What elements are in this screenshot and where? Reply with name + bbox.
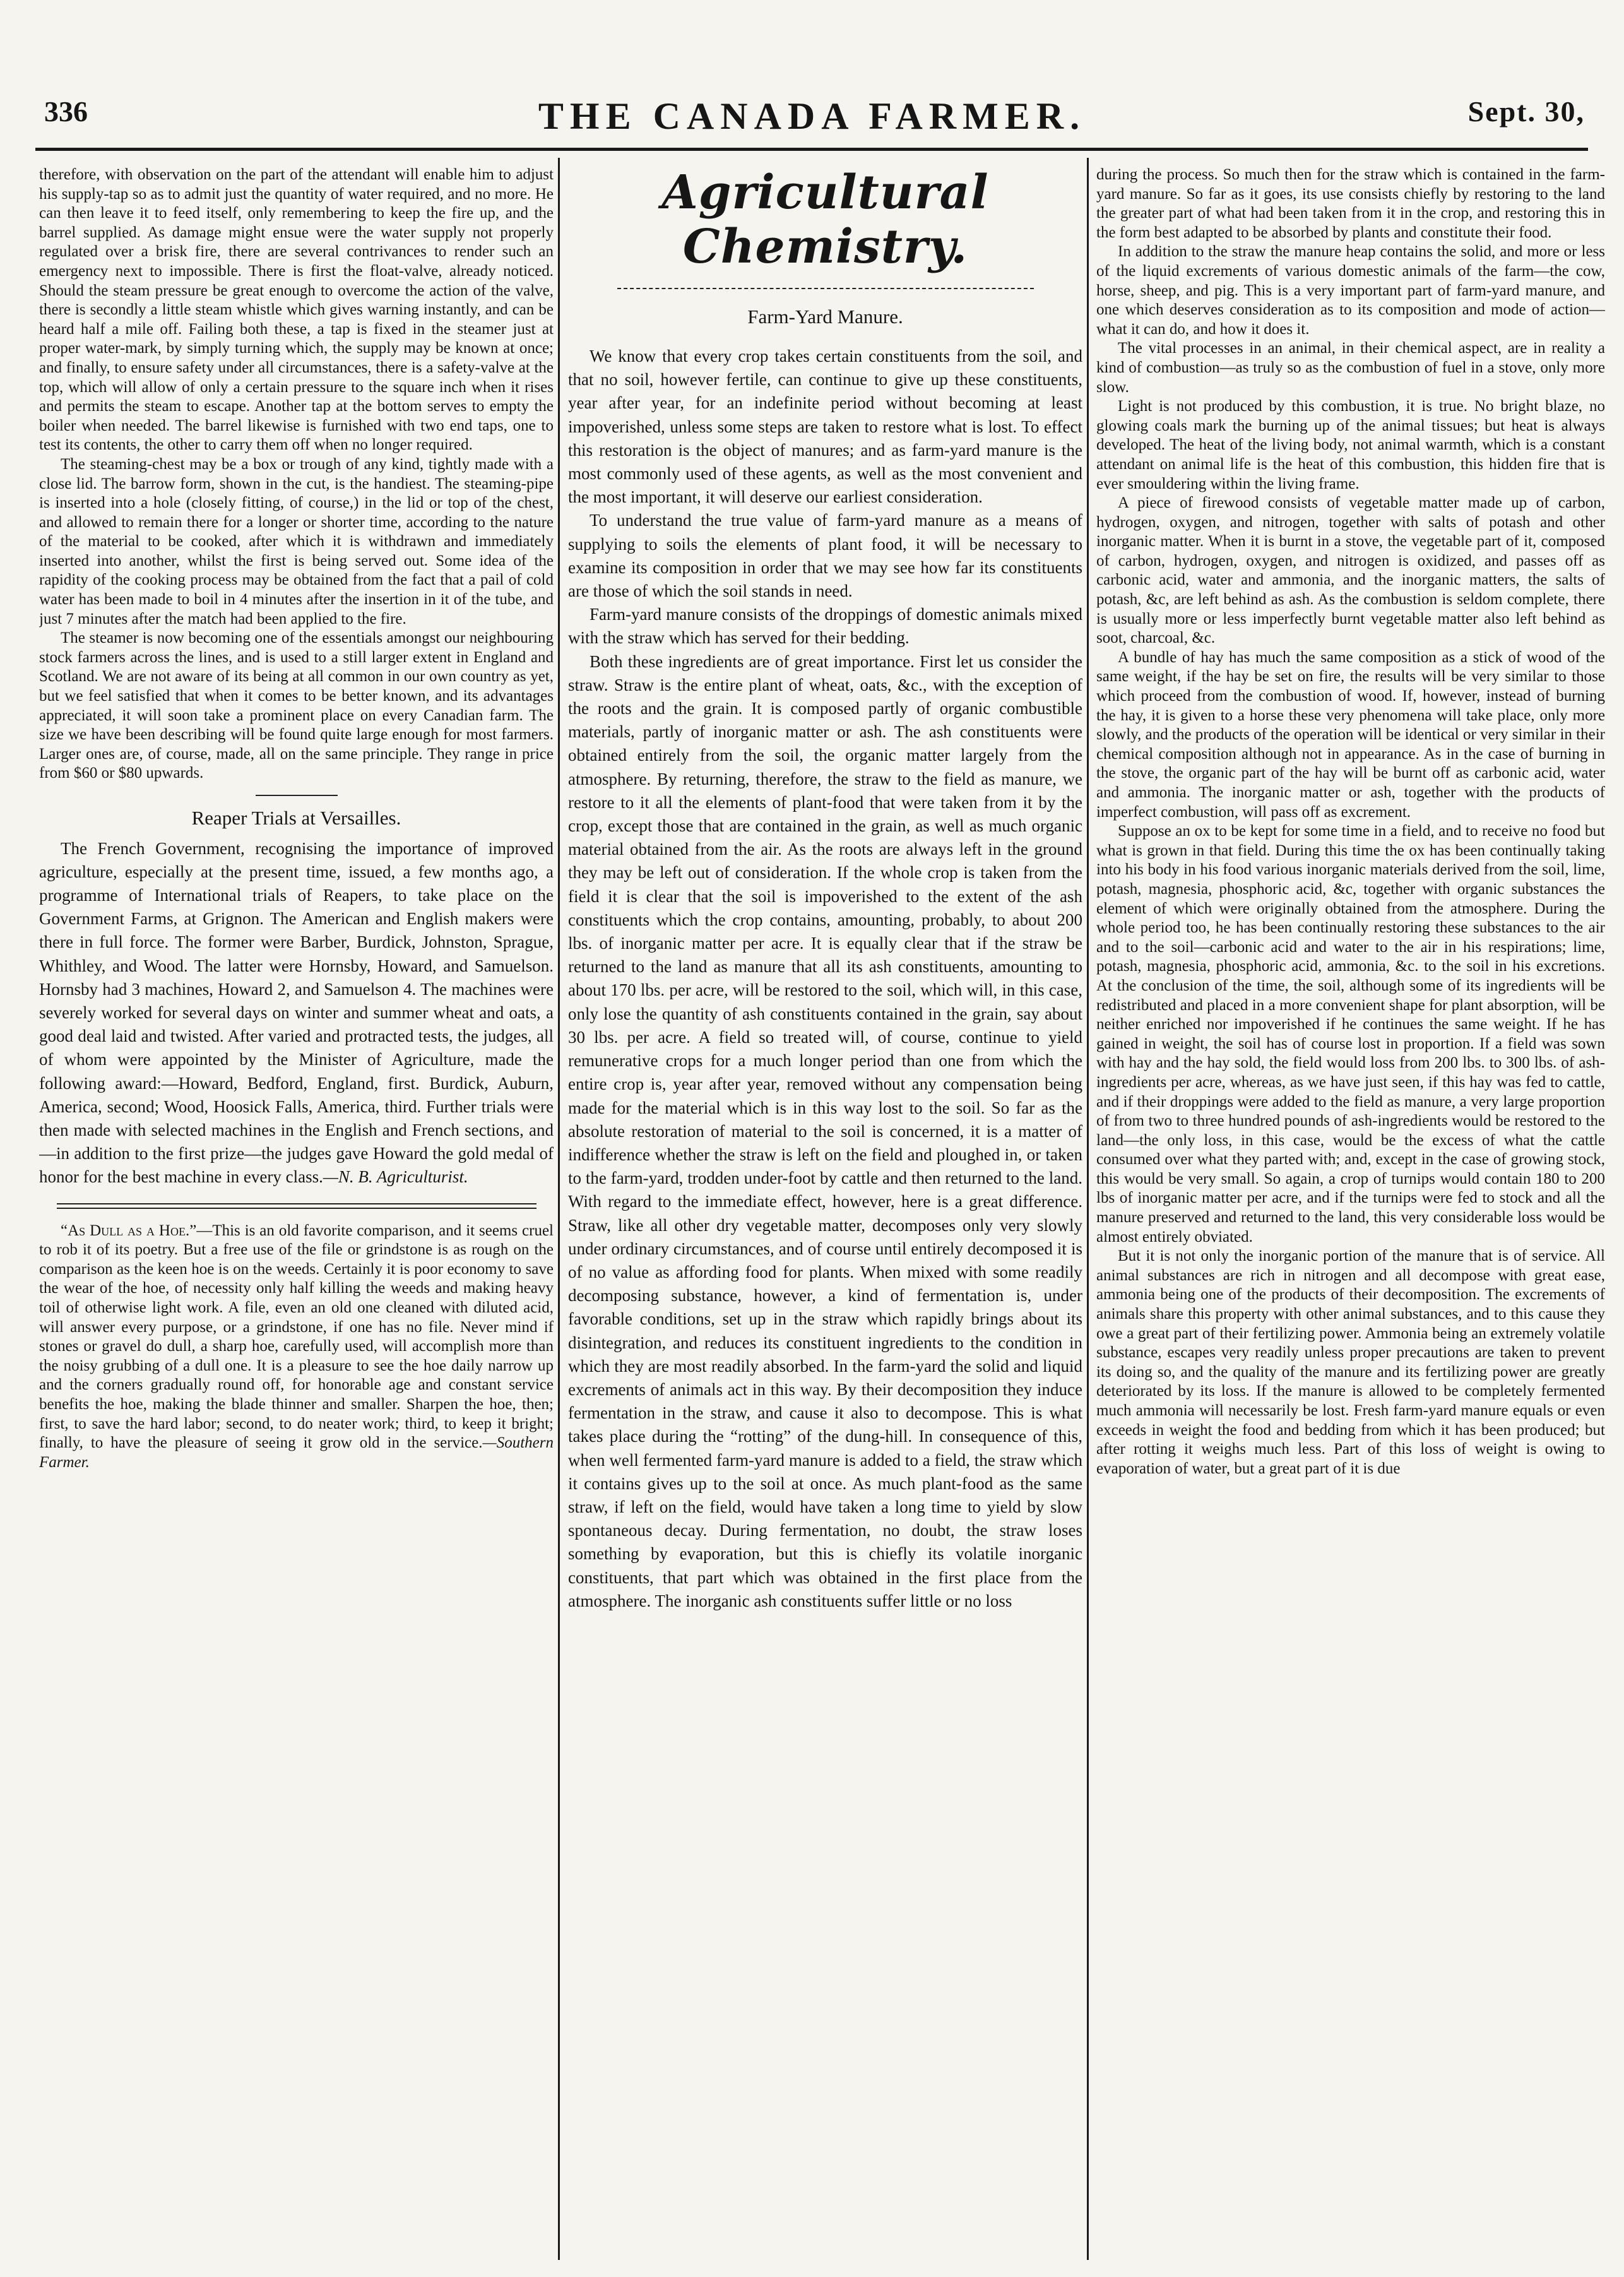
department-heading: Agricultural Chemistry. <box>661 165 989 274</box>
manure-paragraph-7: The vital processes in an animal, in their chemical aspect, are in reality a kind of combustion—as truly so as the combustion of fuel in a stove, only more slow. <box>1096 340 1605 396</box>
reaper-credit: —N. B. Agriculturist. <box>323 1167 468 1187</box>
masthead-title: THE CANADA FARMER. <box>538 95 1086 137</box>
column-1 <box>39 165 554 2264</box>
manure-paragraph-1: We know that every crop takes certain constituents from the soil, and that no soil, however fertile, can continue to give up these constituents, year after year, for an indefinite period without becoming at least impoverished, unless some steps are taken to restore what is lost. To effect this restoration is the object of manures; and as farm-yard manure is the most commonly used of these agents, as well as the most convenient and the most important, it will deserve our earliest consideration. <box>568 347 1082 507</box>
steamer-paragraph-3: The steamer is now becoming one of the essentials amongst our neighbouring stock farmers across the lines, and is used to a still larger extent in England and Scotland. We are not aware of its being at all common in our own country as yet, but we feel satisfied that when it comes to be better known, and its advantages appreciated, it will soon take a prominent place on every Canadian farm. The size we have been describing will be found quite large enough for most farmers. Larger ones are, of course, made, all on the same principle. They range in price from $60 or $80 upwards. <box>39 629 554 782</box>
article-divider <box>57 1203 536 1209</box>
section-divider <box>256 795 338 796</box>
column-rule-2 <box>1087 158 1089 2260</box>
hoe-paragraph: —This is an old favorite comparison, and it seems cruel to rob it of its poetry. But a free use of the file or grindstone is as rough on the comparison as the keen hoe is on the weeds. Certainly it is poor economy to save the wear of the hoe, of necessity only half killing the weeds and making heavy toil of otherwise light work. A file, even an old one cleaned with diluted acid, will answer every purpose, or a grindstone, if one has no file. Never mind if stones or gravel do dull, a sharp hoe, carefully used, will accomplish more than the noisy grubbing of a dull one. It is a pleasure to see the hoe daily narrow up and the corners gradually round off, for honorable age and constant service benefits the hoe, making the blade thinner and smaller. Sharpen the hoe, then; first, to save the hard labor; second, to do neater work; third, to keep it bright; finally, to have the pleasure of seeing it grow old in the service. <box>39 1222 554 1452</box>
manure-paragraph-4: Both these ingredients are of great importance. First let us consider the straw. Straw is the entire plant of wheat, oats, &c., with the exception of the roots and the grain. It is composed partly of organic combustible materials, partly of inorganic matter or ash. The ash constituents were obtained entirely from the soil, the organic matter largely from the atmosphere. By returning, therefore, the straw to the field as manure, we restore to it all the elements of plant-food that were taken from it by the crop, except those that are contained in the grain, as well as much organic material obtained from the air. As the roots are always left in the ground they may be left out of consideration. If the whole crop is taken from the field it is clear that the soil is impoverished to the extent of the ash constituents which the crop contains, amounting, probably, to about 200 lbs. of inorganic matter per acre. It is equally clear that if the straw be returned to the land as manure that all its ash constituents, amounting to about 170 lbs. per acre, will be restored to the soil, which will, in this case, only lose the quantity of ash constituents contained in the grain, say about 30 lbs. per acre. A field so treated will, of course, continue to yield remunerative crops for a much longer period than one from which the entire crop is, year after year, removed without any compensation being made for the material which is in this way lost to the soil. So far as the absolute restoration of material to the soil is concerned, it is a matter of indifference whether the straw is left on the field and ploughed in, or taken to the farm-yard, trodden under-foot by cattle and then returned to the land. With regard to the immediate effect, however, here is a great difference. Straw, like all other dry vegetable matter, decomposes only very slowly under ordinary circumstances, and of course until entirely decomposed it is of no value as affording food for plants. When mixed with some readily decomposing substance, however, a kind of fermentation is, under favorable conditions, set up in the straw which rapidly brings about its disintegration, and reduces its constituent ingredients to the condition in which they are most readily absorbed. In the farm-yard the solid and liquid excrements of animals act in this way. By their decomposition they induce fermentation in the straw, and cause it also to decompose. This is what takes place during the “rotting” of the dung-hill. In consequence of this, when well fermented farm-yard manure is added to a field, the straw which it contains gives up to the soil at once. As much plant-food as the same straw, if left on the field, would have taken a long time to yield by slow spontaneous decay. During fermentation, no doubt, the straw loses something by evaporation, but this is chiefly its volatile inorganic constituents, that part which was obtained in the first place from the atmosphere. The inorganic ash constituents suffer little or no loss <box>568 651 1082 1610</box>
article-subheading: Farm-Yard Manure. <box>747 306 903 328</box>
column-3 <box>1096 165 1605 2264</box>
reaper-paragraph: The French Government, recognising the importance of improved agriculture, especially at the present time, issued, a few months ago, a programme of International trials of Reapers, to take place on the Government Farms, at Grignon. The American and English makers were there in full force. The former were Barber, Burdick, Johnston, Sprague, Whithley, and Wood. The latter were Hornsby, Howard, and Samuelson. Hornsby had 3 machines, Howard 2, and Samuelson 4. The machines were severely worked for several days on winter and summer wheat and oats, a good deal laid and twisted. After varied and protracted tests, the judges, all of whom were appointed by the Minister of Agriculture, made the following award:—Howard, Bedford, England, first. Burdick, Auburn, America, second; Wood, Hoosick Falls, America, third. Further trials were then made with selected machines in the English and French sections, and—in addition to the first prize—the judges gave Howard the gold medal of honor for the best machine in every class. <box>39 838 554 1187</box>
header-rule <box>35 148 1588 151</box>
manure-paragraph-12: But it is not only the inorganic portion of the manure that is of service. All animal substances are rich in nitrogen and all decompose with great ease, ammonia being one of the products of their decomposition. The excrements of animals share this property with other animal substances, and to this cause they owe a great part of their fertilizing power. Ammonia being an extremely volatile substance, escapes very readily unless proper precautions are taken to prevent its doing so, and the quality of the manure and its fertilizing power are greatly deteriorated by its loss. If the manure is allowed to be completely fermented much ammonia will necessarily be lost. Fresh farm-yard manure equals or even exceeds in weight the food and bedding from which it has been produced; but after rotting it weighs much less. Part of this loss of weight is owing to evaporation of water, but a great part of it is due <box>1096 1247 1605 1477</box>
hoe-lead: “As Dull as a Hoe.” <box>61 1222 197 1239</box>
manure-paragraph-8: Light is not produced by this combustion, it is true. No bright blaze, no glowing coals mark the burning up of the animal tissues; but heat is always developed. The heat of the living body, not animal warmth, which is a constant attendant on animal life is the heat of this combustion, this hidden fire that is ever smouldering within the living frame. <box>1096 398 1605 492</box>
manure-paragraph-3: Farm-yard manure consists of the droppings of domestic animals mixed with the straw which has served for their bedding. <box>568 605 1082 648</box>
column-rule-1 <box>558 158 560 2260</box>
reaper-article <box>39 837 554 1189</box>
manure-paragraph-5: during the process. So much then for the straw which is contained in the farm-yard manure. So far as it goes, its use consists chiefly by restoring to the land the greater part of what had been taken from it in the crop, and restoring this in the form best adapted to be absorbed by plants and constitute their food. <box>1096 166 1605 241</box>
reaper-heading: Reaper Trials at Versailles. <box>191 807 401 829</box>
page-number: 336 <box>44 95 88 128</box>
steamer-paragraph-1: therefore, with observation on the part of the attendant will enable him to adjust his supply-tap so as to admit just the quantity of water required, and no more. He can then leave it to feed itself, only remembering to keep the fire up, and the barrel supplied. As damage might ensue were the water supply not properly regulated over a brisk fire, there are several contrivances to render such an emergency next to impossible. There is first the float-valve, already noticed. Should the steam pressure be great enough to overcome the action of the valve, there is secondly a little steam whistle which gives warning instantly, and can be heard half a mile off. Failing both these, a tap is fixed in the steamer just at proper water-mark, by simply turning which, the supply may be known at once; and finally, to ensure safety under all circumstances, there is a safety-valve at the top, which will allow of only a certain pressure to the square inch when it rises and permits the steam to escape. Another tap at the bottom serves to empty the boiler when needed. The barrel likewise is furnished with two end taps, one to test its contents, the other to carry them off when no longer required. <box>39 166 554 454</box>
steamer-paragraph-2: The steaming-chest may be a box or trough of any kind, tightly made with a close lid. The barrow form, shown in the cut, is the handiest. The steaming-pipe is inserted into a hole (closely fitting, of course,) in the lid or top of the chest, and allowed to remain there for a longer or shorter time, according to the nature of the material to be cooked, after which it is withdrawn and immediately inserted into another, whilst the first is being served out. Some idea of the rapidity of the cooking process may be obtained from the fact that a pail of cold water has been made to boil in 4 minutes after the insertion in it of the tube, and just 7 minutes after the match had been applied to the fire. <box>39 455 554 627</box>
manure-article-part-1 <box>568 345 1082 1613</box>
column-2 <box>568 165 1082 2264</box>
manure-paragraph-9: A piece of firewood consists of vegetable matter made up of carbon, hydrogen, oxygen, and nitrogen, together with salts of potash and other inorganic matter. When it is burnt in a stove, the vegetable part of it, composed of carbon, hydrogen, oxygen, and nitrogen is oxidized, and passes off as carbonic acid, water and ammonia, and the inorganic matters, the salts of potash, &c, are left behind as ash. As the combustion is seldom complete, there is usually more or less imperfectly burnt vegetable matter also left behind as soot, charcoal, &c. <box>1096 494 1605 647</box>
manure-paragraph-6: In addition to the straw the manure heap contains the solid, and more or less of the liquid excrements of various domestic animals of the farm—the cow, horse, sheep, and pig. This is a very important part of farm-yard manure, and one which deserves consideration as to its composition and mode of action—what it can do, and how it does it. <box>1096 243 1605 338</box>
issue-date: Sept. 30, <box>1467 95 1585 128</box>
department-rule <box>617 288 1034 289</box>
manure-paragraph-11: Suppose an ox to be kept for some time in a field, and to receive no food but what is grown in that field. During this time the ox has been continually taking into his body in his food various inorganic materials derived from the soil, lime, potash, magnesia, phosphoric acid, &c, together with organic substances the element of which were originally obtained from the atmosphere. During the whole period too, he has been continually restoring these substances to the air and to the soil—carbonic acid and water to the air in his respirations; lime, potash, magnesia, phosphoric acid, ammonia, &c. to the soil in his excretions. At the conclusion of the time, the soil, although some of its ingredients will be redistributed and placed in a more convenient shape for plant absorption, will be neither enriched nor impoverished if he continues the same weight. If he has gained in weight, the soil has of course lost in proportion. If a field was sown with hay and the hay sold, the field would loss from 200 lbs. to 300 lbs. of ash-ingredients per acre, whereas, as we have just seen, if this hay was fed to cattle, and if their droppings were added to the field as manure, a very large proportion of from two to three hundred pounds of ash-ingredients would be restored to the land—the only loss, in this case, would be the excess of what the cattle consumed over what they parted with; and, except in the case of growing stock, this would be very small. So again, a crop of turnips would contain 180 to 200 lbs of inorganic matter per acre, and if the turnips were fed to stock and all the manure preserved and returned to the land, this very considerable loss would be almost entirely obviated. <box>1096 823 1605 1246</box>
manure-paragraph-10: A bundle of hay has much the same composition as a stick of wood of the same weight, if the hay be set on fire, the results will be very similar to those which proceed from the combustion of wood. If, however, instead of burning the hay, it is given to a horse these very phenomena will take place, only more slowly, and the products of the operation will be identical or very similar in their chemical composition although not in appearance. As in the case of burning in the stove, the organic part of the hay will be burnt off as carbonic acid, water and ammonia. The inorganic matter or ash, together with the products of imperfect combustion, will pass off as excrement. <box>1096 648 1605 821</box>
hoe-credit: —Southern Farmer. <box>39 1434 554 1471</box>
manure-paragraph-2: To understand the true value of farm-yard manure as a means of supplying to soils the elements of plant food, it will be necessary to examine its composition in order that we may see how far its constituents are those of which the soil stands in need. <box>568 511 1082 601</box>
